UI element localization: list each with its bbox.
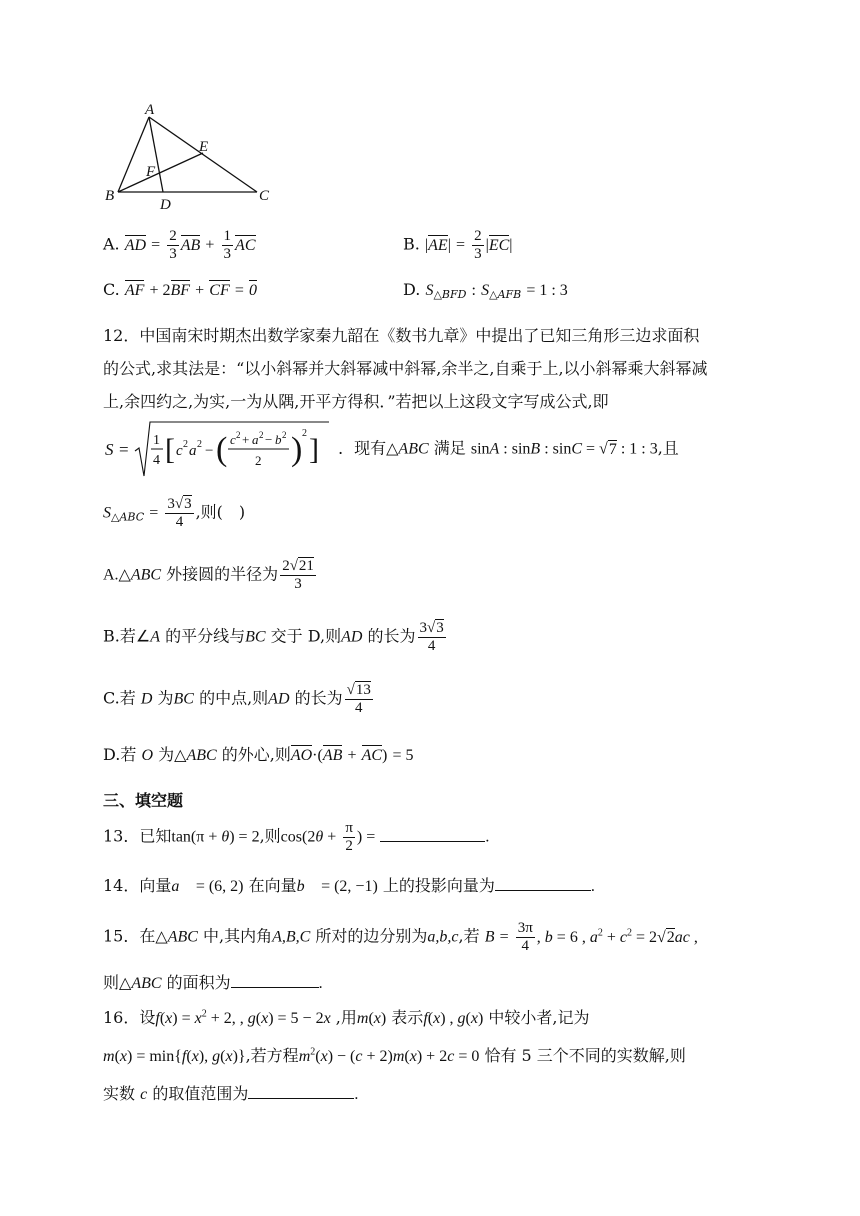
svg-text:+: + xyxy=(242,432,250,447)
svg-text:2: 2 xyxy=(236,430,241,440)
svg-text:2: 2 xyxy=(259,430,264,440)
svg-text:S: S xyxy=(105,440,114,459)
svg-text:]: ] xyxy=(309,433,319,466)
q16-line3: 实数 c 的取值范围为 . xyxy=(103,1084,359,1103)
svg-text:c: c xyxy=(230,432,236,447)
section-title: 三、填空题 xyxy=(103,791,184,810)
label-A: A xyxy=(145,102,155,118)
q15-line1: 15．在△ABC 中,其内角A,B,C 所对的边分别为a,b,c,若 B = $\frac{3\pi}{4}$ , b = 6 , $a^2 + c^2 = 2√2ac$ , xyxy=(103,920,698,954)
label-C: C xyxy=(259,188,270,204)
triangle-figure xyxy=(100,100,280,212)
q14: 14．向量a⃗ = (6, 2) 在向量b⃗ = (2, −1) 上的投影向量为 . xyxy=(103,876,595,895)
q12-stem-line1: 12．中国南宋时期杰出数学家秦九韶在《数书九章》中提出了已知三角形三边求面积 xyxy=(103,326,700,345)
q12-formula-line: S = 1 4 [ c 2 a 2 − ( c 2 + a 2 − b 2 2 ) 2 ] ．现有△ABC 满足 sinA : sinB : sinC = √7 : 1 : 3,且 xyxy=(103,418,679,480)
svg-text:−: − xyxy=(205,443,214,459)
svg-text:2: 2 xyxy=(255,453,262,468)
svg-text:2: 2 xyxy=(282,430,287,440)
q12-area-line: $S_{\triangle ABC}$ = $\frac{3√3}{4}$ ,则( ) xyxy=(103,496,246,530)
label-E: E xyxy=(199,139,209,155)
label-B: B xyxy=(105,188,115,204)
q13: 13．已知tan(π + θ) = 2,则cos(2θ + $\frac{\pi}{2}$ ) = . xyxy=(103,820,490,854)
q11-option-c: C. AF + 2BF + CF = 0 xyxy=(103,280,257,299)
svg-text:b: b xyxy=(275,432,282,447)
q12-stem-line2: 的公式,求其法是：“以小斜幂并大斜幂减中斜幂,余半之,自乘于上,以小斜幂乘大斜幂减 xyxy=(103,359,708,378)
q11-option-d: D. $S_{\triangle BFD}$ : $S_{\triangle AFB} = 1$ : 3 xyxy=(403,280,568,301)
q16-line1: 16．设$f(x) = x^2 + 2$, , g(x) = 5 − 2x ,用m(x) 表示f(x) , g(x) 中较小者,记为 xyxy=(103,1008,590,1027)
q12-option-b: B.若∠A 的平分线与BC 交于 D,则AD 的长为 $\frac{3√3}{4}$ xyxy=(103,620,444,654)
q12-stem-line3: 上,余四约之,为实,一为从隅,开平方得积．”若把以上这段文字写成公式,即 xyxy=(103,392,609,411)
svg-text:=: = xyxy=(119,440,129,459)
svg-text:a: a xyxy=(189,443,197,459)
svg-text:[: [ xyxy=(165,433,175,466)
svg-text:2: 2 xyxy=(302,428,307,439)
svg-text:2: 2 xyxy=(197,439,202,450)
svg-text:4: 4 xyxy=(153,453,160,468)
svg-text:1: 1 xyxy=(153,433,160,448)
svg-text:−: − xyxy=(265,432,273,447)
q12-option-c: C.若 D 为BC 的中点,则AD 的长为 $\frac{√13}{4}$ xyxy=(103,682,371,716)
q14-answer-blank[interactable] xyxy=(495,889,591,891)
q12-option-a: A.△ABC 外接圆的半径为 $\frac{2√21}{3}$ xyxy=(103,558,314,592)
svg-text:c: c xyxy=(176,443,183,459)
q15-answer-blank[interactable] xyxy=(231,986,319,988)
heron-formula xyxy=(103,418,333,480)
q11-option-b: B. |AE| = $\frac{2}{3}$ |EC| xyxy=(403,228,513,262)
label-F: F xyxy=(146,164,156,180)
q11-option-a: A. AD = $\frac{2}{3}$ AB + $\frac{1}{3}$ AC xyxy=(103,228,256,262)
svg-text:(: ( xyxy=(216,431,228,468)
q12-option-d: D.若 O 为△ABC 的外心,则AO·(AB + AC) = 5 xyxy=(103,745,414,764)
svg-text:): ) xyxy=(291,431,303,468)
q15-line2: 则△ABC 的面积为 . xyxy=(103,973,323,992)
label-D: D xyxy=(160,197,171,212)
svg-text:2: 2 xyxy=(183,439,188,450)
q16-answer-blank[interactable] xyxy=(248,1097,354,1099)
q16-line2: m(x) = min{f(x), g(x)},若方程$m^2(x) - (c + 2)m(x) + 2c = 0$ 恰有 5 三个不同的实数解,则 xyxy=(103,1046,686,1065)
svg-text:a: a xyxy=(252,432,259,447)
q13-answer-blank[interactable] xyxy=(380,840,485,842)
